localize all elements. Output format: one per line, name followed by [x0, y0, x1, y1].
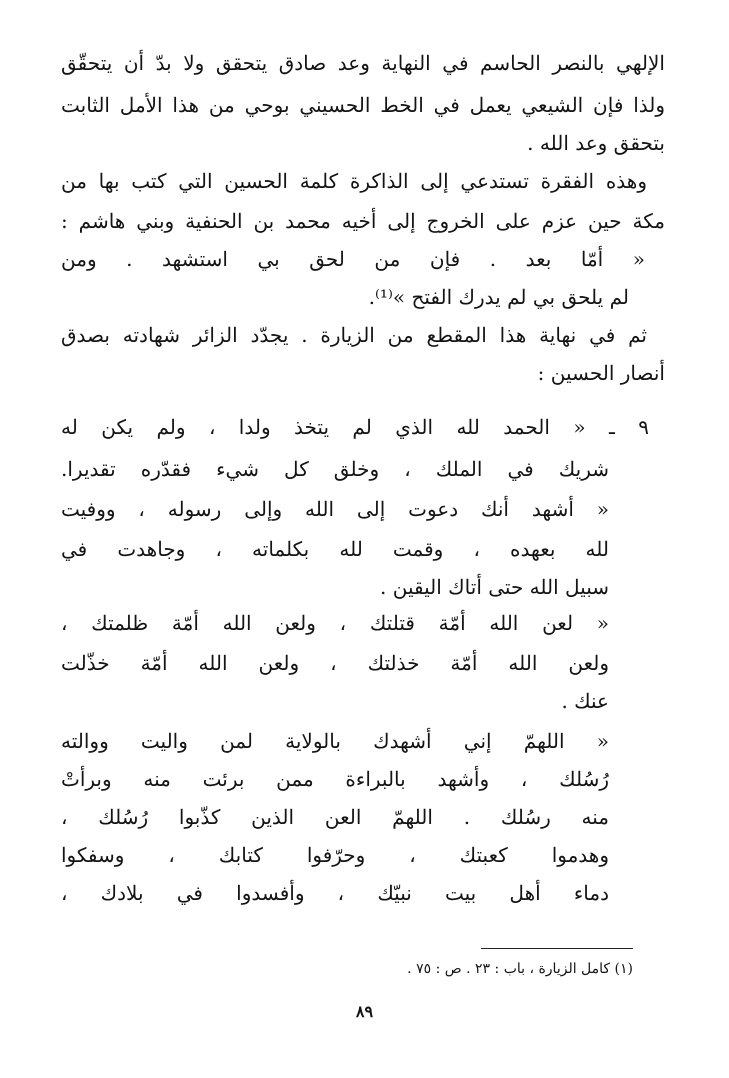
ziyarah-line: رُسُلك ، وأشهد بالبراءة ممن برئت منه وبرأتْ	[61, 767, 609, 791]
ziyarah-line: عنك .	[561, 689, 609, 713]
text-line: بتحقق وعد الله .	[527, 131, 665, 155]
quote-line: « أمّا بعد . فإن من لحق بي استشهد . ومن	[61, 247, 645, 271]
ziyarah-line: وهدموا كعبتك ، وحرّفوا كتابك ، وسفكوا	[61, 843, 609, 867]
text-line: وهذه الفقرة تستدعي إلى الذاكرة كلمة الحسين التي كتب بها من	[61, 169, 647, 193]
ziyarah-line: سبيل الله حتى أتاك اليقين .	[380, 575, 609, 599]
ziyarah-line: دماء أهل بيت نبيّك ، وأفسدوا في بلادك ،	[61, 881, 609, 905]
text-line: ولذا فإن الشيعي يعمل في الخط الحسيني بوحي من هذا الأمل الثابت	[61, 93, 665, 117]
quote-line: لم يلحق بي لم يدرك الفتح »⁽¹⁾.	[368, 285, 629, 309]
text-line: مكة حين عزم على الخروج إلى أخيه محمد بن الحنفية وبني هاشم :	[61, 209, 665, 233]
footnote: (١) كامل الزيارة ، باب : ٢٣ . ص : ٧٥ .	[407, 961, 633, 977]
footnote-rule	[481, 948, 633, 949]
ziyarah-line: « أشهد أنك دعوت إلى الله وإلى رسوله ، ووفيت	[61, 497, 609, 521]
ziyarah-line: منه رسُلك . اللهمّ العن الذين كذّبوا رُسُلك ،	[61, 805, 609, 829]
text-line: الإلهي بالنصر الحاسم في النهاية وعد صادق يتحقق ولا بدّ أن يتحقّق	[61, 51, 665, 75]
text-line: ثم في نهاية هذا المقطع من الزيارة . يجدّد الزائر شهادته بصدق	[61, 323, 647, 347]
ziyarah-line: « اللهمّ إني أشهدك بالولاية لمن واليت ووالته	[61, 729, 609, 753]
ziyarah-line: ٩ ـ « الحمد لله الذي لم يتخذ ولدا ، ولم يكن له	[61, 415, 649, 439]
ziyarah-line: « لعن الله أمّة قتلتك ، ولعن الله أمّة ظلمتك ،	[61, 611, 609, 635]
ziyarah-line: لله بعهده ، وقمت لله بكلماته ، وجاهدت في	[61, 537, 609, 561]
ziyarah-line: شريك في الملك ، وخلق كل شيء فقدّره تقديرا.	[61, 457, 609, 481]
text-line: أنصار الحسين :	[537, 361, 665, 385]
ziyarah-line: ولعن الله أمّة خذلتك ، ولعن الله أمّة خذّلت	[61, 651, 609, 675]
page-number: ٨٩	[355, 1002, 374, 1021]
